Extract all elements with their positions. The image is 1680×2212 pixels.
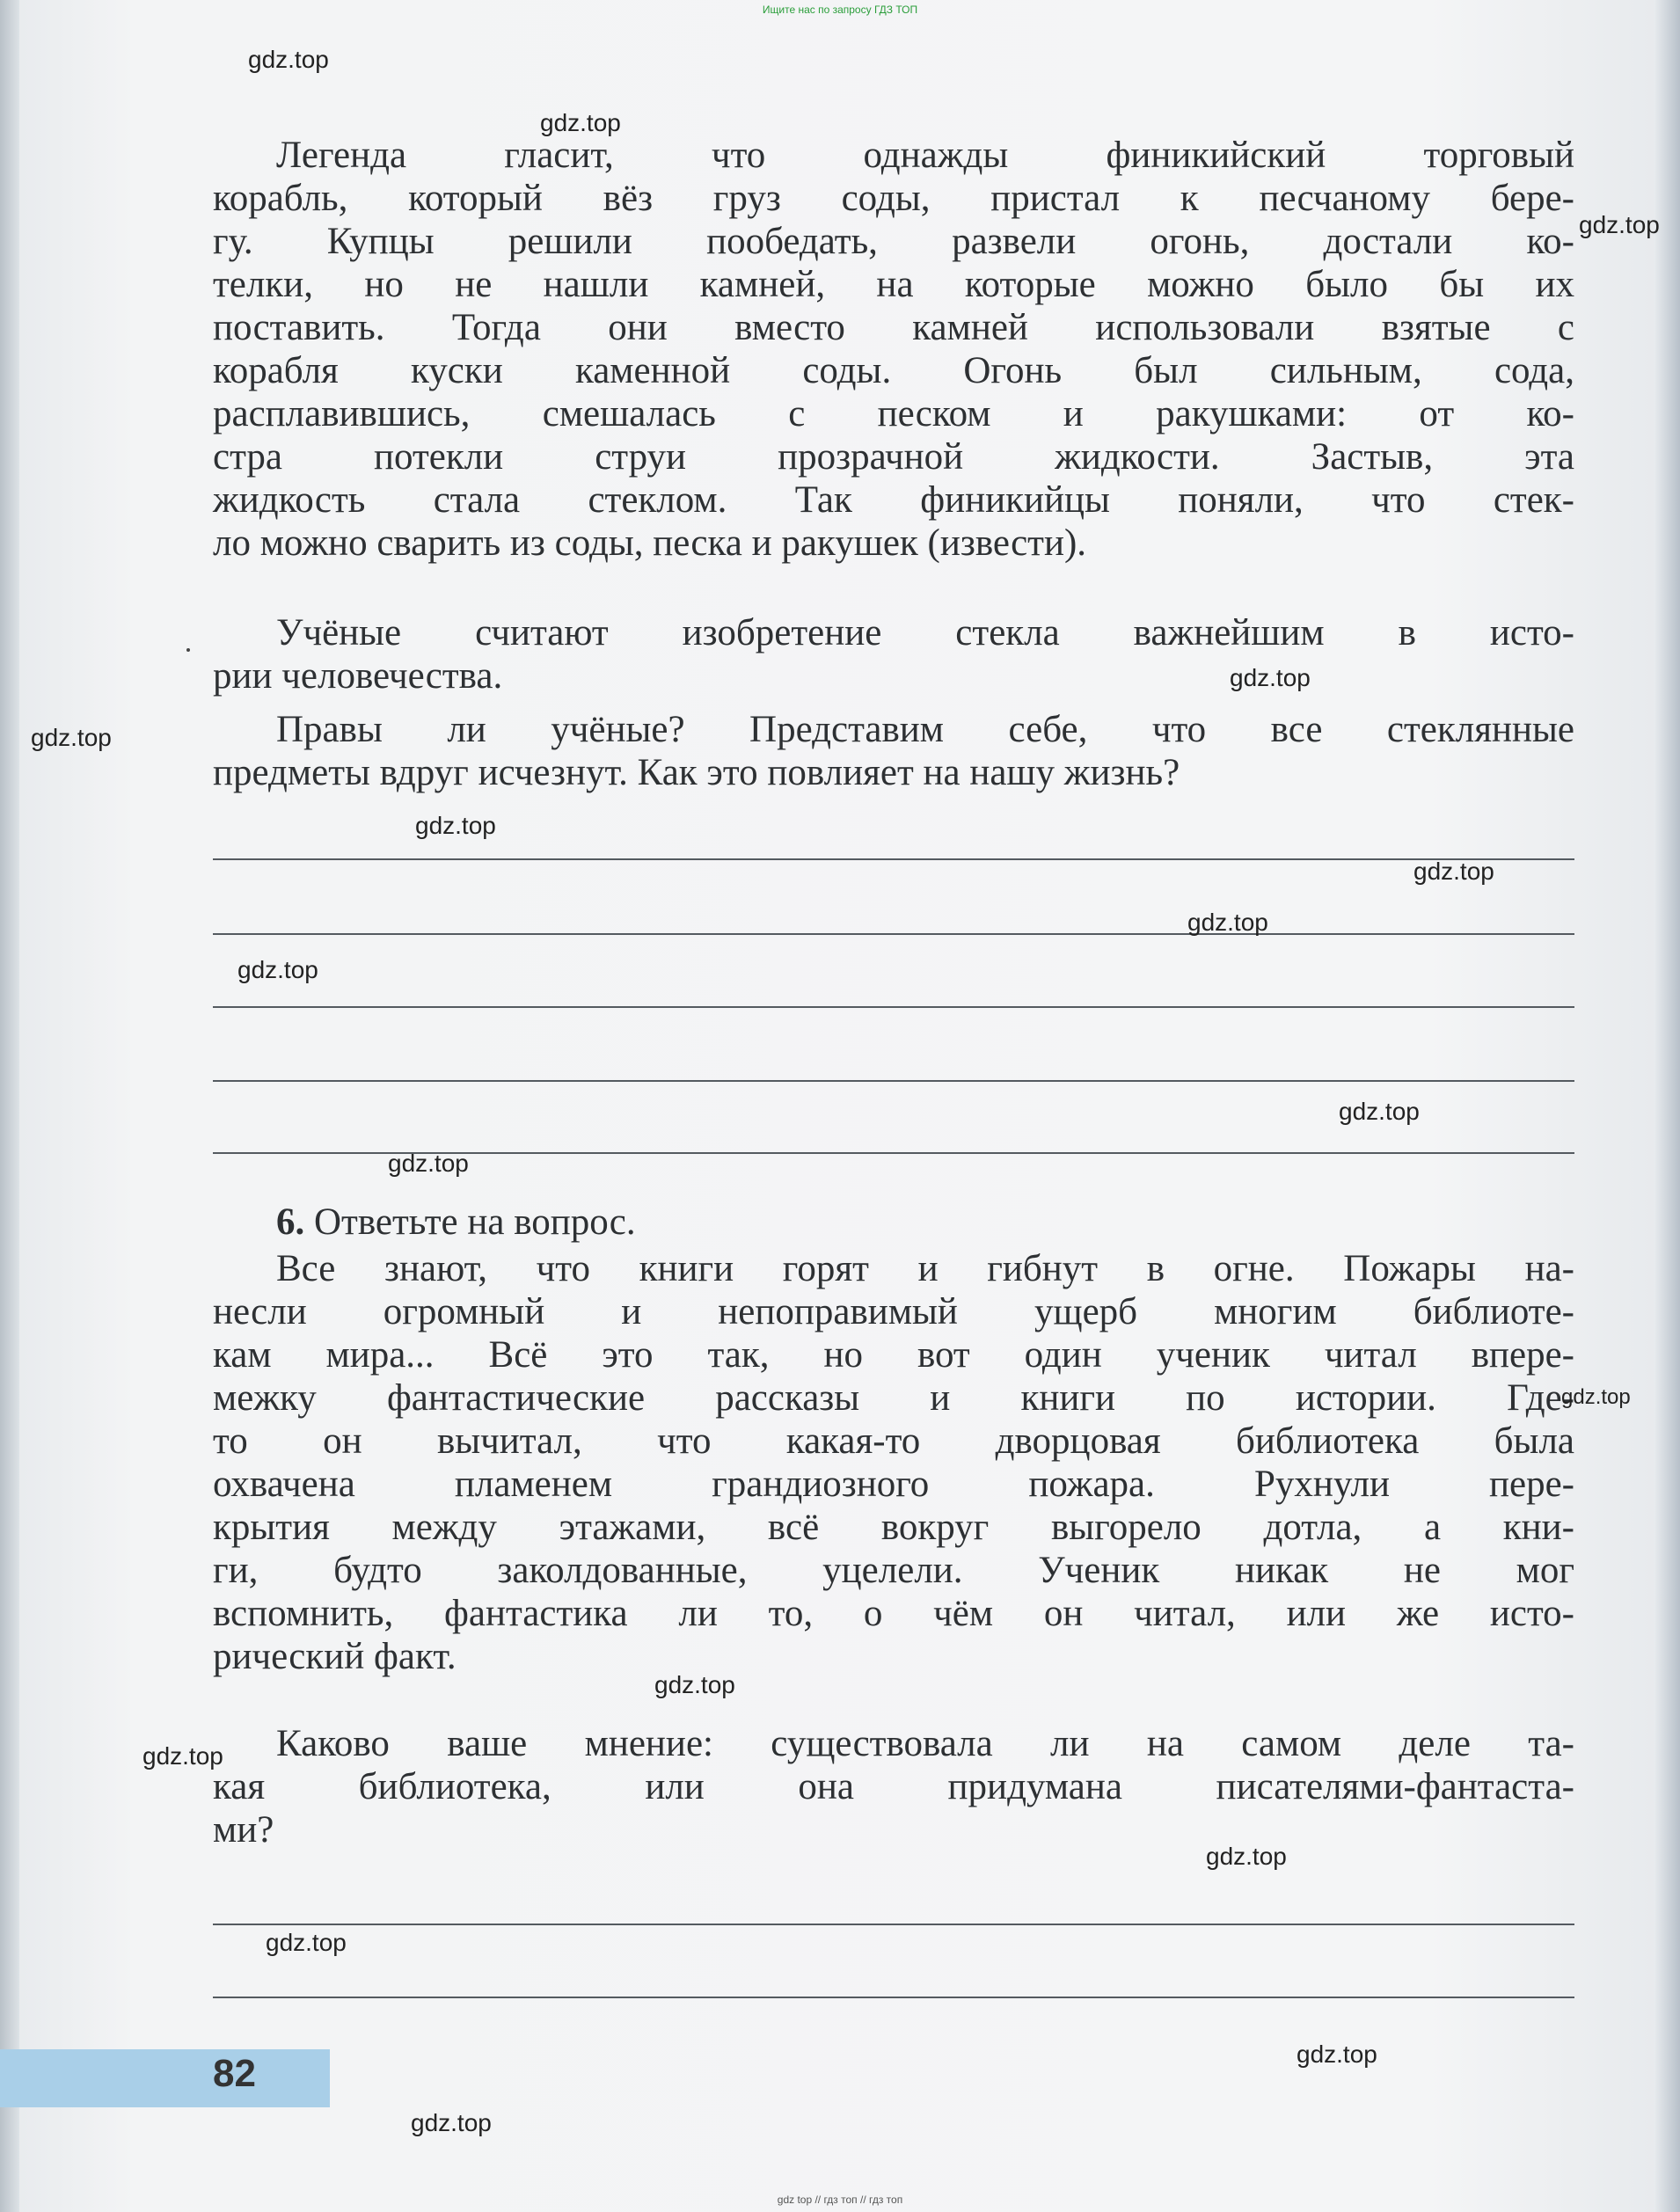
text-line: рии человечества.	[213, 655, 503, 697]
watermark: gdz.top	[142, 1742, 223, 1770]
watermark: gdz.top	[654, 1671, 735, 1698]
text-line: ги, будто заколдованные, уцелели. Ученик никак не мог	[213, 1550, 1574, 1591]
text-line: телки, но не нашли камней, на которые можно было бы их	[213, 264, 1574, 305]
watermark: gdz.top	[388, 1150, 469, 1177]
text-line: Правы ли учёные? Представим себе, что все стеклянные	[276, 709, 1574, 750]
text-line: поставить. Тогда они вместо камней использовали взятые с	[213, 307, 1574, 348]
bottom-banner[interactable]: gdz top // гдз топ // гдз топ	[777, 2194, 903, 2206]
text-line: вспомнить, фантастика ли то, о чём он читал, или же исто-	[213, 1593, 1574, 1634]
text-line: Легенда гласит, что однажды финикийский торговый	[276, 135, 1574, 176]
text-line: ло можно сварить из соды, песка и ракушек (извести).	[213, 522, 1087, 564]
task-title: Ответьте на вопрос.	[314, 1201, 636, 1243]
text-line: крытия между этажами, всё вокруг выгорело дотла, а кни-	[213, 1507, 1574, 1548]
text-line: Все знают, что книги горят и гибнут в огне. Пожары на-	[276, 1248, 1574, 1289]
legend-paragraph	[213, 134, 1574, 565]
watermark: gdz.top	[237, 956, 318, 983]
question-paragraph	[213, 708, 1574, 794]
page-left-edge	[0, 0, 19, 2212]
text-line: стра потекли струи прозрачной жидкости. Застыв, эта	[213, 436, 1574, 478]
text-line: то он вычитал, что какая-то дворцовая библиотека была	[213, 1420, 1574, 1462]
watermark: gdz.top	[540, 109, 621, 136]
text-line: гу. Купцы решили пообедать, развели огонь, достали ко-	[213, 221, 1574, 262]
text-line: Каково ваше мнение: существовала ли на самом деле та-	[276, 1723, 1574, 1764]
watermark: gdz.top	[1339, 1098, 1420, 1125]
watermark: gdz.top	[1230, 664, 1311, 691]
watermark: gdz.top	[1297, 2040, 1377, 2068]
page-number: 82	[213, 2052, 256, 2095]
watermark: gdz.top	[1187, 909, 1268, 936]
text-line: межку фантастические рассказы и книги по истории. Где-	[213, 1377, 1574, 1419]
page-right-edge	[1654, 0, 1680, 2212]
text-line: жидкость стала стеклом. Так финикийцы поняли, что стек-	[213, 479, 1574, 521]
text-line: охвачена пламенем грандиозного пожара. Рухнули пере-	[213, 1464, 1574, 1505]
watermark: gdz.top	[415, 812, 496, 839]
answer-line[interactable]	[213, 1924, 1574, 1925]
text-line: расплавившись, смешалась с песком и ракушками: от ко-	[213, 393, 1574, 434]
answer-line[interactable]	[213, 1997, 1574, 1998]
text-line: ми?	[213, 1809, 274, 1851]
text-line: корабля куски каменной соды. Огонь был сильным, сода,	[213, 350, 1574, 391]
scientists-paragraph	[213, 611, 1574, 697]
answer-line[interactable]	[213, 933, 1574, 935]
answer-line[interactable]	[213, 1080, 1574, 1082]
text-line: кам мира... Всё это так, но вот один ученик читал впере-	[213, 1334, 1574, 1376]
watermark: gdz.top	[266, 1929, 347, 1956]
task-number: 6.	[276, 1201, 305, 1243]
watermark: gdz.top	[1206, 1843, 1287, 1870]
text-line: Учёные считают изобретение стекла важнейшим в исто-	[276, 612, 1574, 653]
task-6-heading	[213, 1201, 1574, 1244]
text-line: корабль, который вёз груз соды, пристал к песчаному бере-	[213, 178, 1574, 219]
stray-dot	[186, 648, 190, 652]
watermark: gdz.top	[411, 2109, 492, 2136]
page-number-bar	[0, 2049, 330, 2107]
task-6-story	[213, 1247, 1574, 1678]
text-line: рический факт.	[213, 1636, 457, 1677]
answer-line[interactable]	[213, 858, 1574, 860]
watermark: gdz.top	[1579, 211, 1660, 238]
top-banner[interactable]: Ищите нас по запросу ГДЗ ТОП	[762, 4, 918, 16]
text-line: предметы вдруг исчезнут. Как это повлияет на нашу жизнь?	[213, 752, 1180, 793]
text-line: несли огромный и непоправимый ущерб многим библиоте-	[213, 1291, 1574, 1332]
answer-line[interactable]	[213, 1006, 1574, 1008]
watermark: gdz.top	[31, 724, 112, 751]
watermark: gdz.top	[248, 46, 329, 73]
watermark: gdz.top	[1413, 858, 1494, 885]
watermark: gdz.top	[1561, 1385, 1631, 1409]
task-6-question	[213, 1722, 1574, 1851]
text-line: кая библиотека, или она придумана писателями-фантаста-	[213, 1766, 1574, 1807]
